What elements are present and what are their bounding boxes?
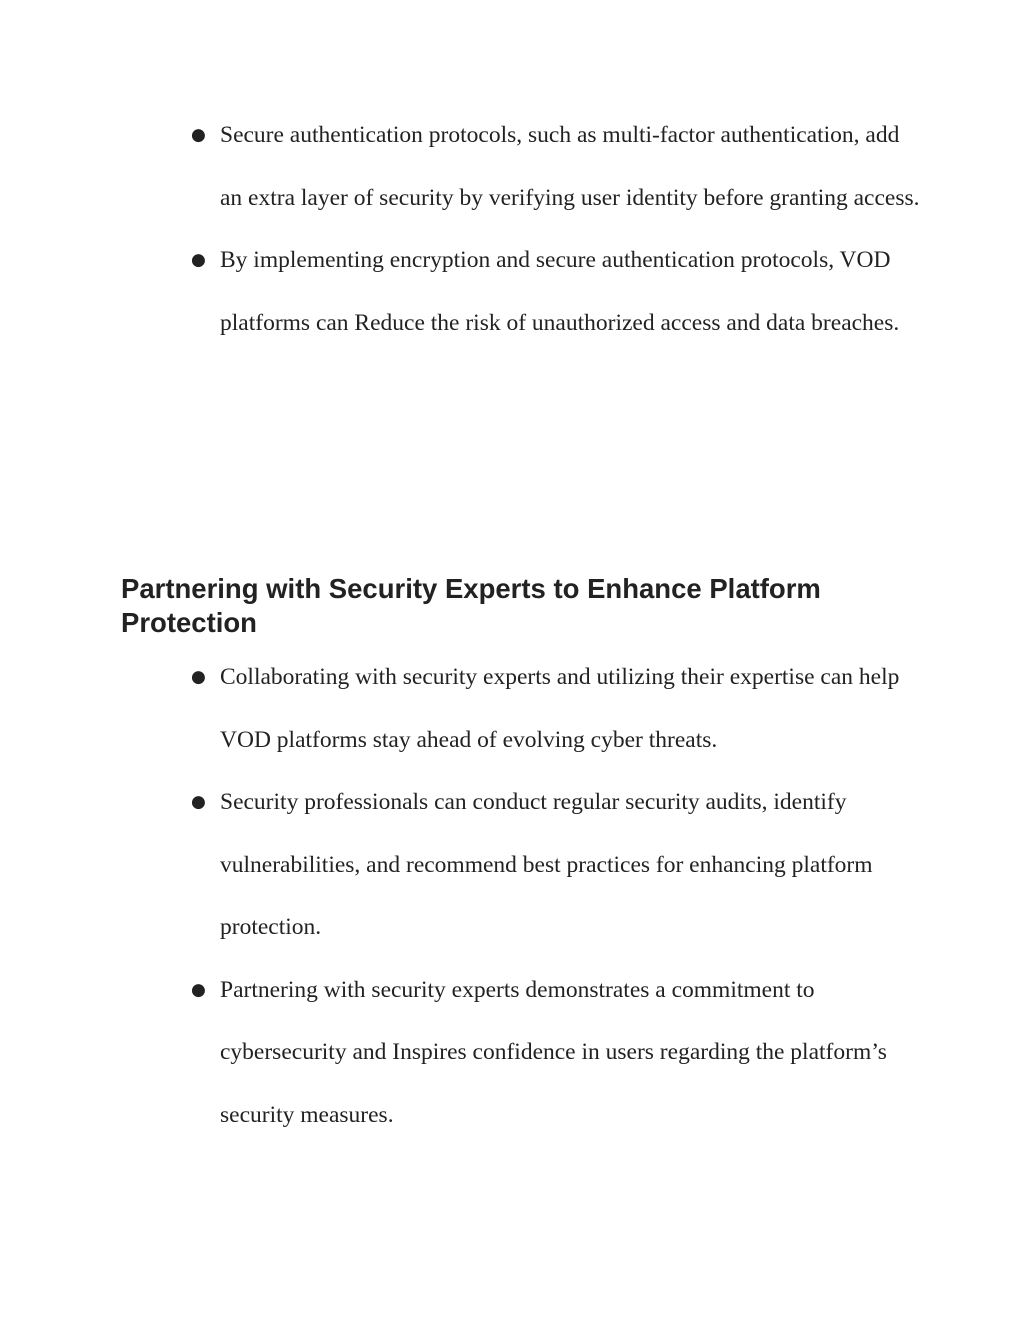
list-item-text: Partnering with security experts demonstrates a commitment to cybersecurity and Inspires confidence in users regarding the platform’s security measures. (220, 976, 887, 1128)
bullet-icon: ● (191, 667, 206, 687)
bullet-list-security-experts (0, 646, 1024, 1146)
bullet-icon: ● (191, 979, 206, 1000)
list-item (0, 229, 1024, 354)
section-heading: Partnering with Security Experts to Enhance Platform Protection (121, 573, 821, 638)
list-item-text: Secure authentication protocols, such as multi-factor authentication, add an extra layer of security by verifying user identity before granting access. (220, 122, 920, 211)
list-item-text: Security professionals can conduct regular security audits, identify vulnerabilities, and recommend best practices for enhancing platform protection. (220, 789, 873, 940)
list-item (0, 771, 1024, 959)
list-item (0, 959, 1024, 1147)
list-item (0, 646, 1024, 771)
list-item-text: Collaborating with security experts and utilizing their expertise can help VOD platforms stay ahead of evolving cyber threats. (220, 664, 900, 753)
bullet-icon: ● (191, 792, 206, 812)
bullet-icon: ● (191, 250, 206, 270)
list-item (0, 104, 1024, 229)
bullet-icon: ● (191, 125, 206, 145)
bullet-list-authentication (0, 104, 1024, 354)
list-item-text: By implementing encryption and secure authentication protocols, VOD platforms can Reduce the risk of unauthorized access and data breaches. (220, 247, 900, 336)
